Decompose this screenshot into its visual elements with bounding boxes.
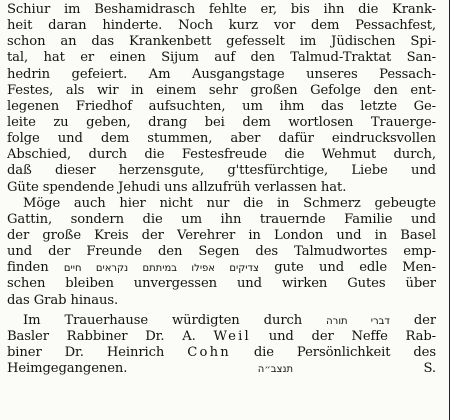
closing-line [7,361,436,377]
text-fragment: Heimgegangenen. [7,361,128,377]
text-line: heit daran hinderte. Noch kurz vor dem Pessachfest, [7,18,436,34]
text-line: der große Kreis der Verehrer in London und in Basel [7,227,436,243]
hebrew-quote: צדיקים אפילו במיתתם נקראים חיים [63,263,259,275]
text-line [7,345,436,361]
rabbi-name-weil: Weil [213,328,251,344]
hebrew-phrase: דברי תורה [326,315,390,327]
text-line: folge und dem stummen, aber dafür eindrucksvollen [7,131,436,147]
paragraph-1 [7,2,436,196]
text-line: schon an das Krankenbett gefesselt im Jüdischen Spi- [7,34,436,50]
paragraph-2 [7,196,436,309]
text-fragment: finden [7,260,49,276]
text-fragment: die Persönlichkeit des [253,344,436,360]
text-line: Schiur im Beshamidrasch fehlte er, bis ihn die Krank- [7,2,436,17]
signature-initial: S. [423,361,436,377]
rabbi-name-cohn: Cohn [187,344,231,360]
text-fragment: Basler Rabbiner Dr. A. [7,328,196,344]
text-line: Möge auch hier nicht nur die in Schmerz gebeugte [23,195,436,211]
text-fragment: biner Dr. Heinrich [7,344,165,360]
text-line: Festes, als wir in einem sehr großen Gefolge den ent- [7,82,436,98]
text-line-with-hebrew [7,260,436,276]
text-line: Abschied, durch die Festesfreude die Wehmut durch, [7,147,436,163]
text-fragment: Im Trauerhause würdigten durch [23,312,303,328]
text-line: leite zu geben, drang bei dem wortlosen Trauerge- [7,114,436,130]
text-line: Gattin, sondern die um ihn trauernde Familie und [7,211,436,227]
text-line: das Grab hinaus. [7,292,119,308]
text-line: hedrin gefeiert. Am Ausgangstage unseres Pessach- [7,66,436,82]
text-fragment: der [413,312,436,328]
text-fragment: gute und edle Men- [274,260,436,276]
text-line: schen bleiben unvergessen und wirken Gutes über [7,276,436,292]
text-line: daß dieser herzensgute, g'ttesfürchtige, Liebe und [7,163,436,179]
text-line: legenen Friedhof aufsuchten, um ihm das letzte Ge- [7,98,436,114]
text-fragment: und der Neffe Rab- [268,328,436,344]
text-line-with-hebrew [7,313,436,329]
text-line [7,329,436,345]
text-line: Güte spendende Jehudi uns allzufrüh verlassen hat. [7,179,347,195]
text-line: tal, hat er einen Sijum auf den Talmud-Traktat San- [7,50,436,66]
paragraph-3 [7,313,436,378]
hebrew-abbreviation: תנצב״ה [257,364,294,376]
text-line: und der Freunde den Segen des Talmudwortes emp- [7,244,436,260]
